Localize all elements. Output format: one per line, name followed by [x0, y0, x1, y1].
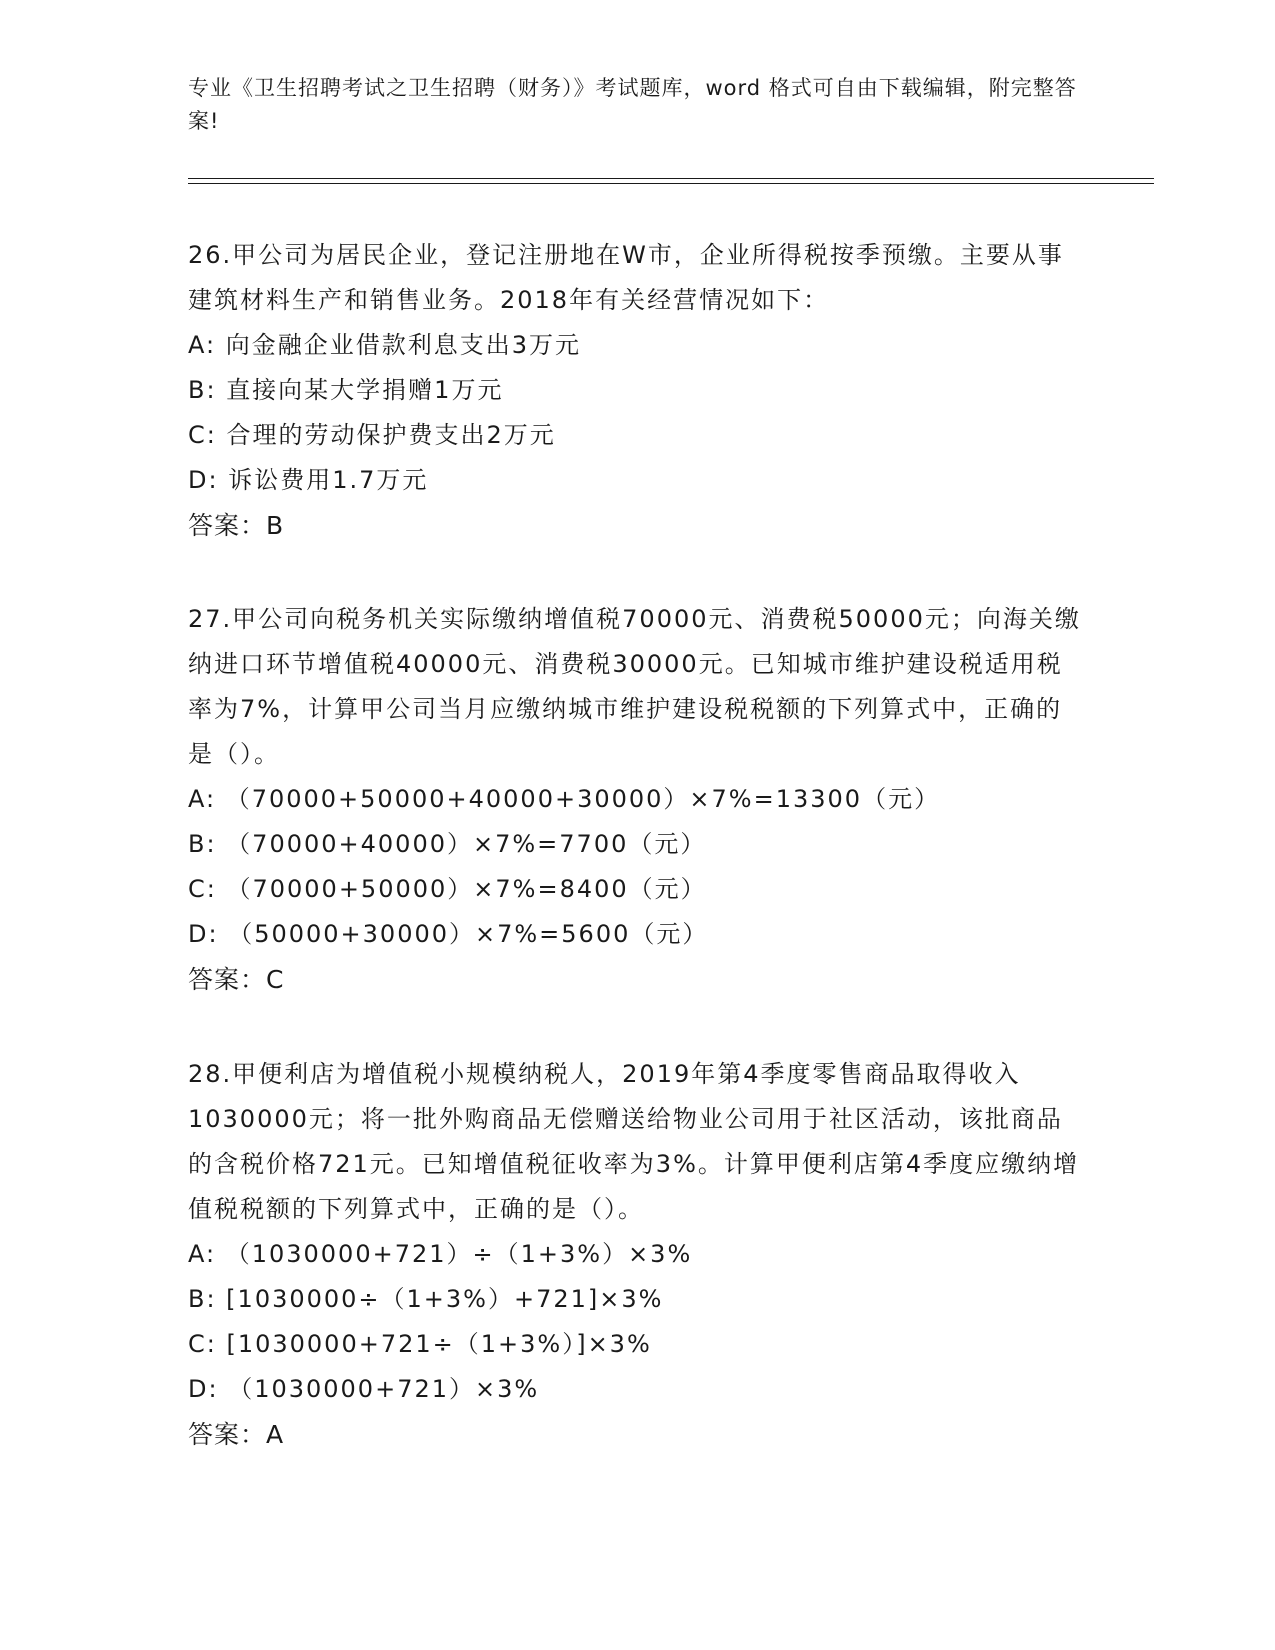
- option-b: B: [1030000÷（1+3%）+721]×3%: [188, 1285, 664, 1313]
- option-a: A: 向金融企业借款利息支出3万元: [188, 331, 581, 359]
- option-d: D: 诉讼费用1.7万元: [188, 466, 429, 494]
- answer: 答案：C: [188, 965, 285, 994]
- header-divider-top: [188, 178, 1154, 179]
- option-a: A: （1030000+721）÷（1+3%）×3%: [188, 1240, 693, 1268]
- option-c: C: [1030000+721÷（1+3%）]×3%: [188, 1330, 652, 1358]
- option-c: C: （70000+50000）×7%=8400（元）: [188, 875, 707, 903]
- answer: 答案：A: [188, 1420, 285, 1449]
- question-stem: 27.甲公司向税务机关实际缴纳增值税70000元、消费税50000元；向海关缴纳进口环节增值税40000元、消费税30000元。已知城市维护建设税适用税率为7%，计算甲公司当月应缴纳城市维护建设税税额的下列算式中，正确的是（）。: [188, 605, 1081, 768]
- question-28: [188, 1052, 1088, 1457]
- question-27: [188, 597, 1088, 1002]
- option-d: D: （1030000+721）×3%: [188, 1375, 540, 1403]
- question-26: [188, 233, 1088, 548]
- question-stem: 26.甲公司为居民企业，登记注册地在W市，企业所得税按季预缴。主要从事建筑材料生产和销售业务。2018年有关经营情况如下：: [188, 241, 1064, 314]
- document-header: 专业《卫生招聘考试之卫生招聘（财务）》考试题库，word 格式可自由下载编辑，附完整答案!: [188, 76, 1077, 133]
- option-d: D: （50000+30000）×7%=5600（元）: [188, 920, 709, 948]
- answer: 答案：B: [188, 511, 285, 540]
- option-a: A: （70000+50000+40000+30000）×7%=13300（元）: [188, 785, 941, 813]
- option-b: B: 直接向某大学捐赠1万元: [188, 376, 504, 404]
- question-stem: 28.甲便利店为增值税小规模纳税人，2019年第4季度零售商品取得收入1030000元；将一批外购商品无偿赠送给物业公司用于社区活动，该批商品的含税价格721元。已知增值税征收率为3%。计算甲便利店第4季度应缴纳增值税税额的下列算式中，正确的是（）。: [188, 1060, 1080, 1223]
- header-divider-bottom: [188, 183, 1154, 184]
- option-b: B: （70000+40000）×7%=7700（元）: [188, 830, 707, 858]
- option-c: C: 合理的劳动保护费支出2万元: [188, 421, 556, 449]
